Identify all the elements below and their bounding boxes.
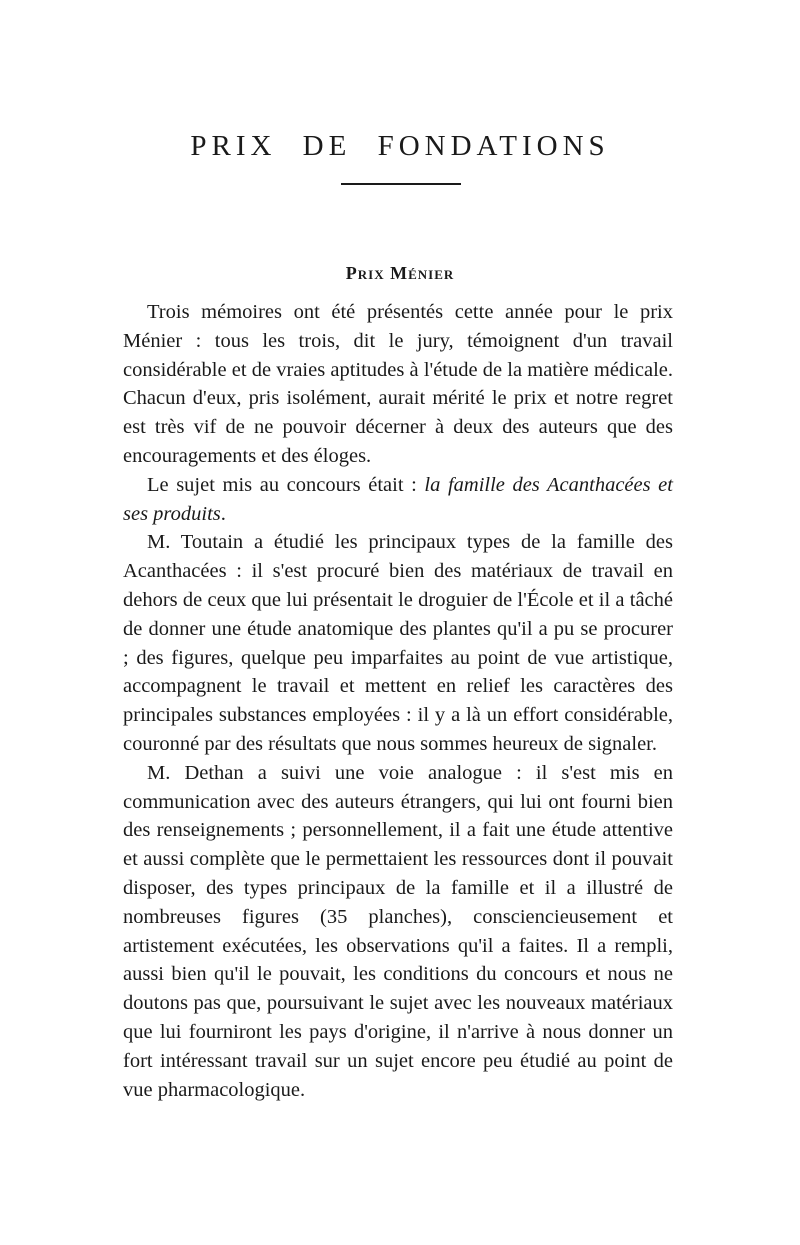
paragraph-1: Trois mémoires ont été présentés cette année pour le prix Ménier : tous les trois, dit le jury, témoignent d'un travail considérable et de vraies aptitudes à l'étude de la matière médicale. Chacun d'eux, pris isolément, aurait mérité le prix et notre regret est très vif de ne pouvoir décerner à deux des auteurs que des encouragements et des éloges. — [123, 301, 673, 467]
body-text — [123, 298, 673, 1104]
paragraph-4: M. Dethan a suivi une voie analogue : il s'est mis en communication avec des auteurs étrangers, qui lui ont fourni bien des renseignements ; personnellement, il a fait une étude attentive et aussi complète que le permettaient les ressources dont il pouvait disposer, des types principaux de la famille et il a illustré de nombreuses figures (35 planches), consciencieusement et artistement exécutées, les observations qu'il a faites. Il a rempli, aussi bien qu'il le pouvait, les conditions du concours et nous ne doutons pas que, poursuivant le sujet avec les nouveaux matériaux que lui fourniront les pays d'origine, il n'arrive à nous donner un fort intéressant travail sur un sujet encore peu étudié au point de vue pharmacologique. — [123, 761, 673, 1101]
paragraph-2-suffix: . — [220, 502, 226, 525]
paragraph-2 — [123, 471, 673, 529]
section-title: Prix Ménier — [345, 263, 455, 283]
title-divider — [341, 183, 461, 185]
paragraph-3: M. Toutain a étudié les principaux types de la famille des Acanthacées : il s'est procuré bien des matériaux de travail en dehors de ceux que lui présentait le droguier de l'École et il a tâché de donner une étude anatomique des plantes qu'il a pu se procurer ; des figures, quelque peu imparfaites au point de vue artistique, accompagnent le travail et mettent en relief les caractères des principales substances employées : il y a là un effort considérable, couronné par des résultats que nous sommes heureux de signaler. — [123, 531, 673, 755]
paragraph-2-prefix: Le sujet mis au concours était : — [147, 473, 425, 496]
paragraph-2-italic: la famille des Acanthacées et ses produits — [123, 473, 673, 525]
page-title: PRIX DE FONDATIONS — [190, 130, 610, 162]
